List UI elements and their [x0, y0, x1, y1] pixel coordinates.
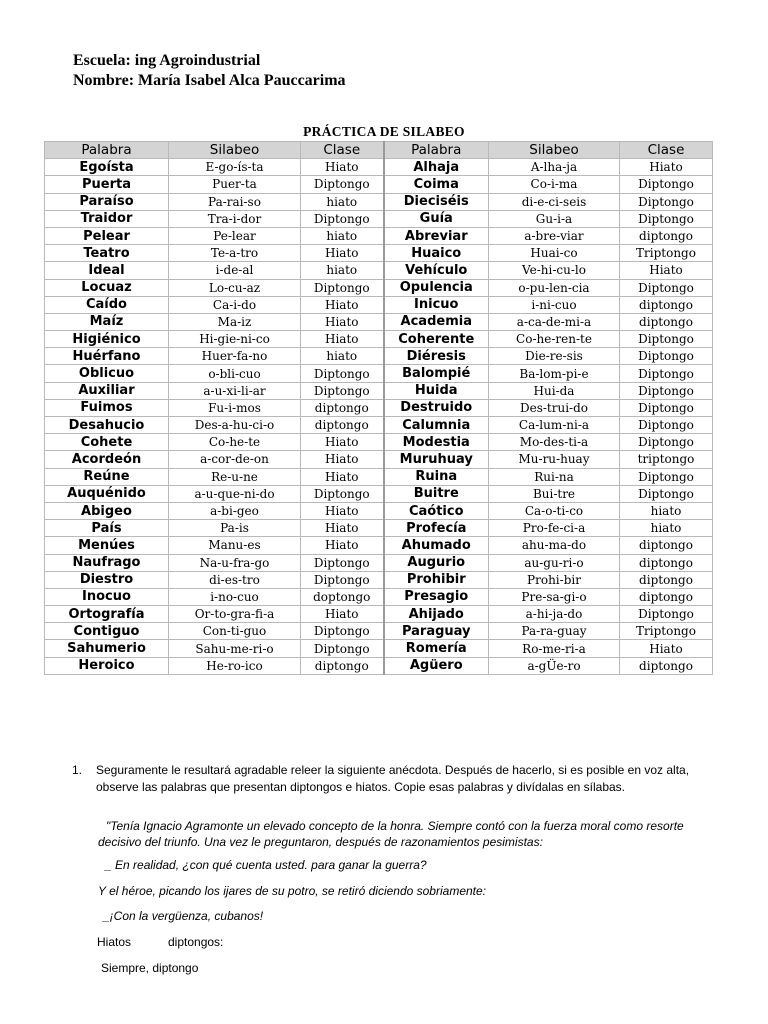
table-header-row: [45, 142, 713, 159]
syllabification-cell: Des-trui-do: [489, 399, 620, 416]
class-cell: Diptongo: [301, 623, 384, 640]
class-cell: Hiato: [301, 159, 384, 176]
table-row: [45, 537, 713, 554]
class-cell: Diptongo: [620, 485, 713, 502]
table-row: [45, 520, 713, 537]
word-cell: Buitre: [384, 485, 489, 502]
school-line: Escuela: ing Agroindustrial: [73, 52, 261, 69]
word-cell: Pelear: [45, 227, 169, 244]
syllabification-cell: a-u-que-ni-do: [169, 485, 301, 502]
story-paragraph-2: _ En realidad, ¿con qué cuenta usted. para ganar la guerra?: [105, 858, 427, 872]
syllabification-cell: Co-he-te: [169, 434, 301, 451]
class-cell: Diptongo: [620, 176, 713, 193]
class-cell: Hiato: [301, 451, 384, 468]
class-cell: Hiato: [301, 468, 384, 485]
word-cell: Alhaja: [384, 159, 489, 176]
class-cell: Hiato: [620, 159, 713, 176]
syllabification-cell: Pre-sa-gi-o: [489, 588, 620, 605]
syllabification-cell: Ve-hi-cu-lo: [489, 262, 620, 279]
syllabification-cell: Ca-i-do: [169, 296, 301, 313]
word-cell: Presagio: [384, 588, 489, 605]
table-row: [45, 365, 713, 382]
class-cell: Hiato: [301, 296, 384, 313]
word-cell: Cohete: [45, 434, 169, 451]
syllabification-cell: a-hi-ja-do: [489, 606, 620, 623]
syllabification-cell: Te-a-tro: [169, 245, 301, 262]
word-cell: País: [45, 520, 169, 537]
class-cell: Diptongo: [301, 485, 384, 502]
word-cell: Locuaz: [45, 279, 169, 296]
class-cell: hiato: [301, 348, 384, 365]
syllabification-cell: o-bli-cuo: [169, 365, 301, 382]
syllabification-cell: A-lha-ja: [489, 159, 620, 176]
syllabification-cell: Des-a-hu-ci-o: [169, 417, 301, 434]
column-header: Clase: [301, 142, 384, 159]
diptongos-label-text: diptongos: [168, 935, 221, 949]
class-cell: Hiato: [301, 502, 384, 519]
table-row: [45, 399, 713, 416]
class-cell: Triptongo: [620, 245, 713, 262]
class-cell: Triptongo: [620, 623, 713, 640]
class-cell: diptongo: [620, 313, 713, 330]
syllabification-cell: Mu-ru-huay: [489, 451, 620, 468]
word-cell: Reúne: [45, 468, 169, 485]
table-row: [45, 623, 713, 640]
syllabification-cell: Huai-co: [489, 245, 620, 262]
student-name-line: Nombre: María Isabel Alca Pauccarima: [73, 72, 346, 89]
word-cell: Guía: [384, 210, 489, 227]
table-row: [45, 417, 713, 434]
class-cell: Hiato: [301, 245, 384, 262]
syllabification-cell: a-bi-geo: [169, 502, 301, 519]
word-cell: Desahucio: [45, 417, 169, 434]
table-row: [45, 348, 713, 365]
class-cell: Hiato: [620, 640, 713, 657]
class-cell: Hiato: [301, 434, 384, 451]
word-cell: Profecía: [384, 520, 489, 537]
syllabification-cell: Co-he-ren-te: [489, 331, 620, 348]
table-row: [45, 554, 713, 571]
class-cell: Diptongo: [620, 331, 713, 348]
syllabification-cell: Tra-i-dor: [169, 210, 301, 227]
syllabification-cell: Pe-lear: [169, 227, 301, 244]
class-cell: diptongo: [620, 554, 713, 571]
syllabification-cell: Or-to-gra-fi-a: [169, 606, 301, 623]
word-cell: Maíz: [45, 313, 169, 330]
class-cell: hiato: [620, 502, 713, 519]
table-row: [45, 640, 713, 657]
syllabification-cell: a-cor-de-on: [169, 451, 301, 468]
class-cell: Diptongo: [301, 640, 384, 657]
table-row: [45, 227, 713, 244]
table-row: [45, 588, 713, 605]
word-cell: Paraguay: [384, 623, 489, 640]
word-cell: Ortografía: [45, 606, 169, 623]
syllable-table: [44, 141, 713, 675]
class-cell: doptongo: [301, 588, 384, 605]
syllabification-cell: Hui-da: [489, 382, 620, 399]
class-cell: diptongo: [301, 399, 384, 416]
syllabification-cell: Fu-i-mos: [169, 399, 301, 416]
class-cell: Hiato: [620, 262, 713, 279]
syllabification-cell: E-go-ís-ta: [169, 159, 301, 176]
syllabification-cell: i-ni-cuo: [489, 296, 620, 313]
story-text: Ignacio Agramonte un elevado concepto de la honra. Siempre contó con la fuerza moral como resorte decisivo del triunfo. Una vez le preguntaron, después de razonamientos pesimistas:: [98, 819, 684, 849]
syllabification-cell: a-bre-viar: [489, 227, 620, 244]
table-row: [45, 262, 713, 279]
syllabification-cell: a-gÜe-ro: [489, 657, 620, 674]
word-cell: Ideal: [45, 262, 169, 279]
syllabification-cell: Pa-is: [169, 520, 301, 537]
word-cell: Opulencia: [384, 279, 489, 296]
syllabification-cell: Re-u-ne: [169, 468, 301, 485]
word-cell: Calumnia: [384, 417, 489, 434]
word-cell: Destruido: [384, 399, 489, 416]
class-cell: Diptongo: [620, 210, 713, 227]
syllabification-cell: Na-u-fra-go: [169, 554, 301, 571]
word-cell: Prohibir: [384, 571, 489, 588]
column-header: Silabeo: [489, 142, 620, 159]
syllabification-cell: Lo-cu-az: [169, 279, 301, 296]
class-cell: hiato: [301, 262, 384, 279]
word-cell: Menúes: [45, 537, 169, 554]
class-cell: diptongo: [620, 588, 713, 605]
syllabification-cell: o-pu-len-cia: [489, 279, 620, 296]
class-cell: Diptongo: [620, 606, 713, 623]
word-cell: Huaico: [384, 245, 489, 262]
word-cell: Heroico: [45, 657, 169, 674]
word-cell: Puerta: [45, 176, 169, 193]
syllabification-cell: He-ro-ico: [169, 657, 301, 674]
syllabification-cell: di-es-tro: [169, 571, 301, 588]
class-cell: Diptongo: [620, 279, 713, 296]
word-cell: Ruina: [384, 468, 489, 485]
class-cell: Diptongo: [620, 365, 713, 382]
class-cell: Diptongo: [620, 193, 713, 210]
word-cell: Auquénido: [45, 485, 169, 502]
table-row: [45, 571, 713, 588]
diptongos-colon: :: [220, 935, 224, 949]
word-cell: Academia: [384, 313, 489, 330]
word-cell: Diestro: [45, 571, 169, 588]
table-row: [45, 468, 713, 485]
word-cell: Ahijado: [384, 606, 489, 623]
syllabification-cell: Rui-na: [489, 468, 620, 485]
class-cell: Diptongo: [620, 382, 713, 399]
syllabification-cell: Co-i-ma: [489, 176, 620, 193]
class-cell: hiato: [301, 193, 384, 210]
class-cell: Diptongo: [620, 468, 713, 485]
class-cell: hiato: [620, 520, 713, 537]
syllabification-cell: a-ca-de-mi-a: [489, 313, 620, 330]
word-cell: Augurio: [384, 554, 489, 571]
word-cell: Contiguo: [45, 623, 169, 640]
word-cell: Oblicuo: [45, 365, 169, 382]
class-cell: Hiato: [301, 606, 384, 623]
class-cell: diptongo: [620, 571, 713, 588]
word-cell: Coherente: [384, 331, 489, 348]
syllabification-cell: Pa-ra-guay: [489, 623, 620, 640]
syllabification-cell: Die-re-sis: [489, 348, 620, 365]
class-cell: Diptongo: [301, 554, 384, 571]
word-cell: Egoísta: [45, 159, 169, 176]
word-cell: Ahumado: [384, 537, 489, 554]
class-cell: diptongo: [301, 657, 384, 674]
class-cell: Hiato: [301, 537, 384, 554]
table-row: [45, 245, 713, 262]
syllabification-cell: Ma-iz: [169, 313, 301, 330]
class-cell: Hiato: [301, 313, 384, 330]
word-cell: Inicuo: [384, 296, 489, 313]
table-row: [45, 657, 713, 674]
word-cell: Diéresis: [384, 348, 489, 365]
table-row: [45, 331, 713, 348]
word-cell: Abreviar: [384, 227, 489, 244]
syllabification-cell: i-de-al: [169, 262, 301, 279]
syllabification-cell: Mo-des-ti-a: [489, 434, 620, 451]
class-cell: hiato: [301, 227, 384, 244]
table-row: [45, 434, 713, 451]
syllabification-cell: Manu-es: [169, 537, 301, 554]
word-cell: Paraíso: [45, 193, 169, 210]
syllabification-cell: ahu-ma-do: [489, 537, 620, 554]
word-cell: Higiénico: [45, 331, 169, 348]
word-cell: Sahumerio: [45, 640, 169, 657]
syllabification-cell: a-u-xi-li-ar: [169, 382, 301, 399]
class-cell: Diptongo: [301, 279, 384, 296]
diptongos-label: [168, 935, 223, 949]
class-cell: Diptongo: [301, 365, 384, 382]
syllabification-cell: Pa-rai-so: [169, 193, 301, 210]
word-cell: Caído: [45, 296, 169, 313]
syllabification-cell: Ca-lum-ni-a: [489, 417, 620, 434]
word-cell: Fuimos: [45, 399, 169, 416]
word-cell: Modestia: [384, 434, 489, 451]
class-cell: diptongo: [620, 296, 713, 313]
syllabification-cell: Con-ti-guo: [169, 623, 301, 640]
word-cell: Caótico: [384, 502, 489, 519]
word-cell: Abigeo: [45, 502, 169, 519]
syllabification-cell: Puer-ta: [169, 176, 301, 193]
column-header: Clase: [620, 142, 713, 159]
story-lead: "Tenía: [106, 819, 140, 833]
story-paragraph-3: Y el héroe, picando los ijares de su potro, se retiró diciendo sobriamente:: [98, 884, 487, 898]
class-cell: diptongo: [301, 417, 384, 434]
column-header: Palabra: [384, 142, 489, 159]
syllabification-cell: i-no-cuo: [169, 588, 301, 605]
word-cell: Vehículo: [384, 262, 489, 279]
class-cell: Diptongo: [301, 210, 384, 227]
syllabification-cell: di-e-ci-seis: [489, 193, 620, 210]
syllabification-cell: Ro-me-ri-a: [489, 640, 620, 657]
syllabification-cell: Huer-fa-no: [169, 348, 301, 365]
answer-line: Siempre, diptongo: [101, 961, 199, 975]
hiatos-label: Hiatos: [97, 935, 132, 949]
table-row: [45, 159, 713, 176]
word-cell: Dieciséis: [384, 193, 489, 210]
table-row: [45, 485, 713, 502]
word-cell: Naufrago: [45, 554, 169, 571]
syllabification-cell: Bui-tre: [489, 485, 620, 502]
class-cell: Hiato: [301, 331, 384, 348]
table-row: [45, 451, 713, 468]
exercise-instruction: Seguramente le resultará agradable releer la siguiente anécdota. Después de hacerlo, si es posible en voz alta, observe las palabras que presentan diptongos e hiatos. Copie esas palabras y divídalas en sílabas.: [96, 763, 690, 794]
syllabification-cell: Gu-i-a: [489, 210, 620, 227]
class-cell: Diptongo: [620, 417, 713, 434]
word-cell: Agüero: [384, 657, 489, 674]
syllabification-cell: Prohi-bir: [489, 571, 620, 588]
class-cell: triptongo: [620, 451, 713, 468]
class-cell: Diptongo: [620, 399, 713, 416]
word-cell: Coima: [384, 176, 489, 193]
syllabification-cell: Hi-gie-ni-co: [169, 331, 301, 348]
class-cell: diptongo: [620, 657, 713, 674]
exercise-number: 1.: [72, 763, 83, 777]
word-cell: Teatro: [45, 245, 169, 262]
class-cell: Hiato: [301, 520, 384, 537]
syllabification-cell: Ca-o-ti-co: [489, 502, 620, 519]
table-row: [45, 502, 713, 519]
table-row: [45, 382, 713, 399]
word-cell: Romería: [384, 640, 489, 657]
class-cell: Diptongo: [301, 571, 384, 588]
word-cell: Huida: [384, 382, 489, 399]
word-cell: Inocuo: [45, 588, 169, 605]
word-cell: Traidor: [45, 210, 169, 227]
word-cell: Muruhuay: [384, 451, 489, 468]
syllabification-cell: au-gu-ri-o: [489, 554, 620, 571]
class-cell: diptongo: [620, 227, 713, 244]
class-cell: Diptongo: [620, 434, 713, 451]
class-cell: Diptongo: [620, 348, 713, 365]
syllabification-cell: Ba-lom-pi-e: [489, 365, 620, 382]
syllabification-cell: Pro-fe-ci-a: [489, 520, 620, 537]
word-cell: Acordeón: [45, 451, 169, 468]
class-cell: diptongo: [620, 537, 713, 554]
table-row: [45, 606, 713, 623]
table-row: [45, 193, 713, 210]
column-header: Palabra: [45, 142, 169, 159]
word-cell: Huérfano: [45, 348, 169, 365]
story-paragraph-4: _¡Con la vergüenza, cubanos!: [103, 909, 264, 923]
table-row: [45, 279, 713, 296]
story-paragraph-1: [98, 818, 728, 850]
table-row: [45, 176, 713, 193]
column-header: Silabeo: [169, 142, 301, 159]
table-title: PRÁCTICA DE SILABEO: [303, 124, 465, 139]
syllabification-cell: Sahu-me-ri-o: [169, 640, 301, 657]
table-row: [45, 210, 713, 227]
word-cell: Balompié: [384, 365, 489, 382]
class-cell: Diptongo: [301, 382, 384, 399]
table-row: [45, 296, 713, 313]
word-cell: Auxiliar: [45, 382, 169, 399]
table-row: [45, 313, 713, 330]
class-cell: Diptongo: [301, 176, 384, 193]
